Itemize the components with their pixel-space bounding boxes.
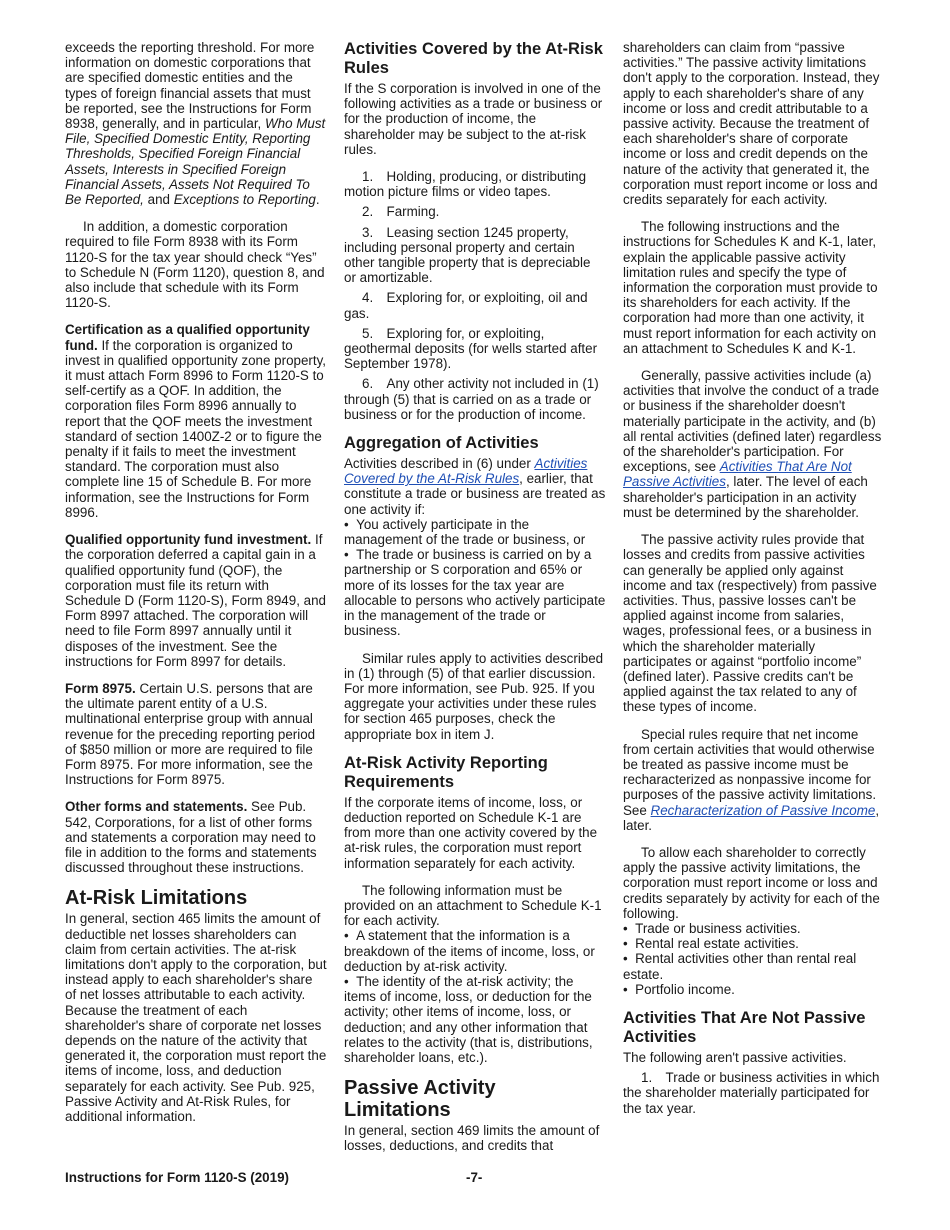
list-item: 3. Leasing section 1245 property, including personal property and certain other tangible property that is depreciable or amortizable. bbox=[344, 224, 591, 286]
paragraph: Similar rules apply to activities described in (1) through (5) of that earlier discussion. For more information, see Pub. 925. If you aggregate your activities under these rules for section 465 purposes, check the appropriate box in item J. bbox=[344, 650, 604, 742]
run-in-heading: Certification as a qualified opportunity fund. bbox=[65, 322, 310, 353]
paragraph: The following aren't passive activities. bbox=[623, 1049, 847, 1065]
list-item: 1. Trade or business activities in which the shareholder materially participated for the tax year. bbox=[623, 1070, 880, 1116]
paragraph: In general, section 469 limits the amount of losses, deductions, and credits that bbox=[344, 1123, 600, 1154]
paragraph: Activities described in (6) under Activities Covered by the At-Risk Rules, earlier, that constitute a trade or business are treated as one activity if: bbox=[344, 456, 606, 517]
page-number: -7- bbox=[466, 1170, 483, 1185]
bullet-item: • You actively participate in the management of the trade or business, or bbox=[344, 517, 606, 547]
paragraph: If the corporate items of income, loss, or deduction reported on Schedule K-1 are from more than one activity covered by the at-risk rules, the corporation must report information separately for each activity. bbox=[344, 794, 598, 871]
paragraph: The passive activity rules provide that losses and credits from passive activities can generally be applied only against income and tax (respectively) from passive activities. Thus, passive losses can't be applied against income from salaries, wages, professional fees, or a business in which the shareholder materially participates or against “portfolio income” (defined later). Passive credits can't be applied against the tax related to any of these types of income. bbox=[623, 532, 877, 715]
bullet-item: • The trade or business is carried on by a partnership or S corporation and 65% or more of its losses for the tax year are allocable to persons who actively participate in the management of the trade or business. bbox=[344, 547, 606, 638]
paragraph: In general, section 465 limits the amount of deductible net losses shareholders can claim from certain activities. The at-risk limitations don't apply to the corporation, but instead apply to each shareholder's share of net losses attributable to each activity. Because the treatment of each shareholder's share of corporate net losses depends on the nature of the activity that generated it, the corporation must report the items of income, loss, and deduction separately for each activity. See Pub. 925, Passive Activity and At-Risk Rules, for additional information. bbox=[65, 911, 327, 1124]
heading-aggregation: Aggregation of Activities bbox=[344, 434, 539, 453]
bullet-item: • Trade or business activities. bbox=[623, 921, 885, 936]
paragraph-form-8975: Form 8975. Certain U.S. persons that are the ultimate parent entity of a U.S. multinational enterprise group with annual revenue for the preceding reporting period of $850 million or more are required to file Form 8975. For more information, see the Instructions for Form 8975. bbox=[65, 680, 316, 788]
paragraph: shareholders can claim from “passive activities.” The passive activity limitations don't apply to the corporation. Instead, they apply to each shareholder's share of any income or loss and credit attributable to a passive activity. Because the treatment of each shareholder's share of corporate income or loss and credit depends on the nature of the activity that generated it, the corporation must report income or loss and credits separately for each activity. bbox=[623, 40, 880, 208]
heading-activities-covered: Activities Covered by the At-Risk Rules bbox=[344, 40, 603, 77]
list-item: 1. Holding, producing, or distributing motion picture films or video tapes. bbox=[344, 169, 587, 200]
bullet-item: • Rental activities other than rental real estate. bbox=[623, 951, 885, 981]
heading-at-risk-reporting: At-Risk Activity Reporting Requirements bbox=[344, 753, 548, 791]
heading-at-risk-limitations: At-Risk Limitations bbox=[65, 887, 248, 910]
footer-form-title: Instructions for Form 1120-S (2019) bbox=[65, 1170, 289, 1185]
list-item: 4. Exploring for, or exploiting, oil and gas. bbox=[344, 290, 588, 321]
list-item: 5. Exploring for, or exploiting, geothermal deposits (for wells started after September 1978). bbox=[344, 325, 598, 372]
heading-not-passive-activities: Activities That Are Not Passive Activities bbox=[623, 1008, 866, 1046]
paragraph: In addition, a domestic corporation required to file Form 8938 with its Form 1120-S for the tax year should check “Yes” to Schedule N (Form 1120), question 8, and also include that schedule with its Form 1120-S. bbox=[65, 219, 325, 311]
paragraph: Generally, passive activities include (a) activities that involve the conduct of a trade or business if the shareholder doesn't materially participate in the activity, and (b) all rental activities (defined later) regardless of the shareholder's participation. For exceptions, see Activities That Are Not Passive Activities, later. The level of each shareholder's participation in an activity must be determined by the shareholder. bbox=[623, 368, 882, 520]
list-item: 6. Any other activity not included in (1) through (5) that is carried on as a trade or business or for the production of income. bbox=[344, 376, 599, 422]
paragraph: If the S corporation is involved in one of the following activities as a trade or business or for the production of income, the shareholder may be subject to the at-risk rules. bbox=[344, 81, 603, 157]
run-in-heading: Other forms and statements. bbox=[65, 799, 248, 815]
run-in-heading: Qualified opportunity fund investment. bbox=[65, 532, 312, 548]
bullet-item: • A statement that the information is a breakdown of the items of income, loss, or deduction by at-risk activity. bbox=[344, 928, 606, 974]
paragraph: exceeds the reporting threshold. For more information on domestic corporations that are specified domestic entities and the types of foreign financial assets that must be reported, see the Instructions for Form 8938, generally, and in particular, Who Must File, Specified Domestic Entity, Reporting Thresholds, Specified Foreign Financial Assets, Interests in Specified Foreign Financial Assets, Assets Not Required To Be Reported, and Exceptions to Reporting. bbox=[65, 40, 326, 208]
paragraph: To allow each shareholder to correctly apply the passive activity limitations, the corporation must report income or loss and credits separately by activity for each of the following. bbox=[623, 844, 880, 921]
bullet-item: • Rental real estate activities. bbox=[623, 936, 885, 951]
column-3 bbox=[623, 40, 885, 1121]
paragraph-qof-investment: Qualified opportunity fund investment. If the corporation deferred a capital gain in a qualified opportunity fund (QOF), the corporation must file its return with Schedule D (Form 1120-S), Form 8949, and Form 8997 attached. The corporation will need to file Form 8997 annually until it disposes of the investment. See the instructions for Form 8997 for details. bbox=[65, 532, 326, 669]
heading-passive-activity-limitations: Passive Activity Limitations bbox=[344, 1077, 496, 1122]
paragraph: The following information must be provided on an attachment to Schedule K-1 for each activity. bbox=[344, 882, 602, 929]
paragraph-other-forms: Other forms and statements. See Pub. 542, Corporations, for a list of other forms and statements a corporation may need to file in addition to the forms and statements discussed throughout these instructions. bbox=[65, 799, 317, 876]
list-item: 2. Farming. bbox=[362, 204, 440, 220]
paragraph: Special rules require that net income from certain activities that would otherwise be treated as passive income must be recharacterized as nonpassive income for purposes of the passive activity limitations. See Recharacterization of Passive Income, later. bbox=[623, 726, 880, 833]
column-1 bbox=[65, 40, 327, 1136]
bullet-item: • The identity of the at-risk activity; the items of income, loss, or deduction for the activity; other items of income, loss, or deduction; and any other information that relates to the activity (that is, distributions, shareholder loans, etc.). bbox=[344, 974, 606, 1065]
paragraph: The following instructions and the instructions for Schedules K and K-1, later, explain the applicable passive activity limitation rules and specify the type of information the corporation must provide to its shareholders for each activity. If the corporation had more than one activity, it must report information for each activity on an attachment to Schedules K and K-1. bbox=[623, 219, 878, 356]
paragraph-certification: Certification as a qualified opportunity fund. If the corporation is organized to invest in qualified opportunity zone property, it must attach Form 8996 to Form 1120-S to self-certify as a QOF. In addition, the corporation files Form 8996 annually to report that the QOF meets the investment standard of section 1400Z-2 or to figure the penalty if it fails to meet the investment standard. The corporation must also complete line 15 of Schedule B. For more information, see the Instructions for Form 8996. bbox=[65, 322, 327, 520]
column-2 bbox=[344, 40, 606, 1166]
link-recharacterization[interactable]: Recharacterization of Passive Income bbox=[650, 802, 876, 818]
run-in-heading: Form 8975. bbox=[65, 680, 136, 696]
bullet-item: • Portfolio income. bbox=[623, 982, 885, 997]
link-activities-covered[interactable]: Activities Covered by the At-Risk Rules bbox=[344, 456, 588, 487]
link-not-passive-activities[interactable]: Activities That Are Not Passive Activities bbox=[623, 459, 852, 490]
